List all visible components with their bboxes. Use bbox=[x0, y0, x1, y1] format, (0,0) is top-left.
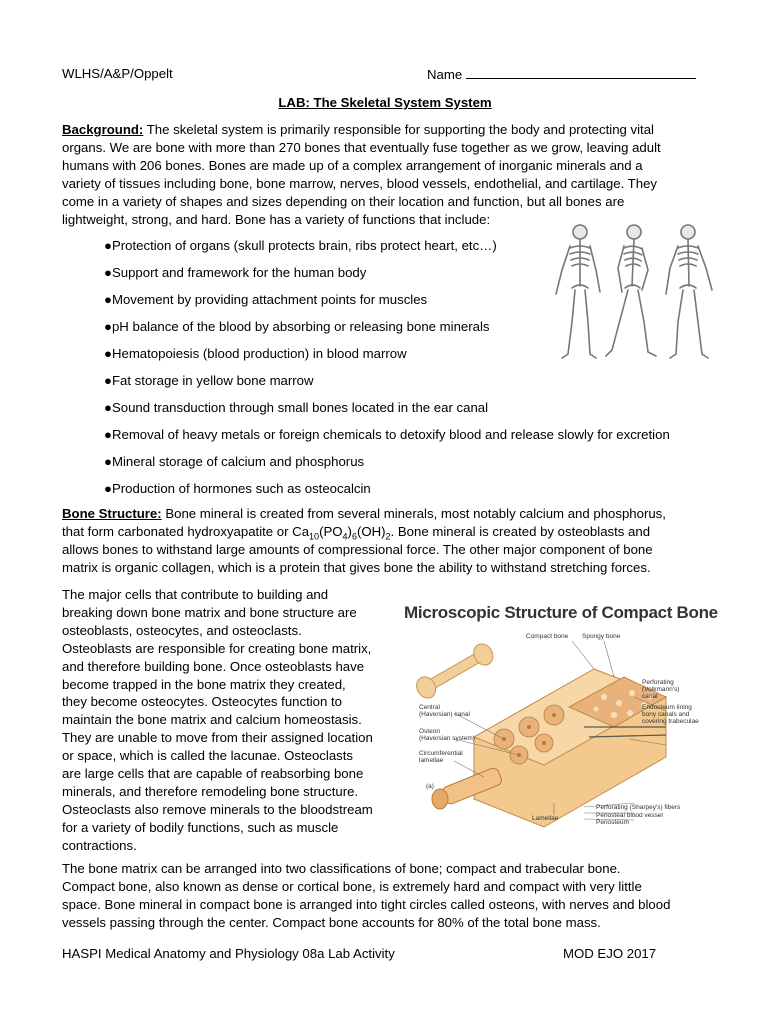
cells-line: maintain the bone matrix and calcium homeostasis. bbox=[62, 712, 362, 728]
function-item: ●Removal of heavy metals or foreign chemicals to detoxify blood and release slowly for excretion bbox=[104, 427, 670, 442]
matrix-paragraph bbox=[62, 860, 712, 932]
function-item: ●Support and framework for the human body bbox=[104, 265, 367, 280]
matrix-line: The bone matrix can be arranged into two classifications of bone; compact and trabecular bone. bbox=[62, 861, 621, 876]
cells-line: and therefore building bone. Once osteoblasts have bbox=[62, 658, 365, 674]
compact-bone-diagram-icon bbox=[404, 627, 724, 833]
background-line: organs. We are bone with more than 270 bones that eventually fuse together as we grow, leaving adult bbox=[62, 140, 661, 155]
label-spongy-bone: Spongy bone bbox=[582, 633, 621, 640]
name-label: Name bbox=[427, 67, 463, 82]
name-blank bbox=[466, 66, 696, 79]
cells-line: for a variety of bodily functions, such as muscle bbox=[62, 819, 339, 835]
formula-text: . Bone mineral is created by osteoblasts and bbox=[390, 524, 651, 539]
label-central-canal: Central bbox=[419, 704, 440, 711]
cells-line: contractions. bbox=[62, 837, 137, 853]
background-line: variety of tissues including bone, bone marrow, nerves, blood vessels, endothelial, and cartilage. They bbox=[62, 176, 658, 191]
label-endosteum: bony canals and bbox=[642, 711, 690, 718]
function-item: ●Production of hormones such as osteocalcin bbox=[104, 481, 371, 496]
formula-text: that form carbonated hydroxyapatite or Ca bbox=[62, 524, 310, 539]
function-item: ●Protection of organs (skull protects brain, ribs protect heart, etc…) bbox=[104, 238, 497, 253]
skeleton-illustration bbox=[548, 218, 720, 363]
function-item: ●Fat storage in yellow bone marrow bbox=[104, 373, 314, 388]
label-osteon: (Haversian system) bbox=[419, 735, 475, 742]
cells-line: osteoblasts, osteocytes, and osteoclasts. bbox=[62, 622, 302, 638]
label-lamellae: Lamellae bbox=[532, 815, 559, 822]
bone-structure-line: Bone mineral is created from several minerals, most notably calcium and phosphorus, bbox=[161, 506, 666, 521]
label-osteon: Osteon bbox=[419, 728, 440, 735]
matrix-line: vessels passing through the center. Compact bone accounts for 80% of the total bone mass. bbox=[62, 915, 601, 930]
name-field bbox=[427, 66, 696, 82]
label-perforating-canal: (Volkmann's) bbox=[642, 686, 680, 693]
label-periosteal-vessel: Periosteal blood vessel bbox=[596, 812, 663, 819]
bone-structure-paragraph bbox=[62, 505, 712, 577]
course-code: WLHS/A&P/Oppelt bbox=[62, 66, 173, 81]
cells-line: Osteoclasts also remove minerals to the bloodstream bbox=[62, 801, 373, 817]
label-compact-bone: Compact bone bbox=[526, 633, 569, 640]
cells-line: minerals, and therefore remodeling bone structure. bbox=[62, 783, 359, 799]
function-item: ●Sound transduction through small bones located in the ear canal bbox=[104, 400, 489, 415]
figure-title: Microscopic Structure of Compact Bone bbox=[404, 603, 718, 622]
cells-line: breaking down bone matrix and bone structure are bbox=[62, 604, 357, 620]
label-endosteum: Endosteum lining bbox=[642, 704, 692, 711]
footer-left: HASPI Medical Anatomy and Physiology 08a Lab Activity bbox=[62, 946, 395, 961]
cells-line: Osteoblasts are responsible for creating bone matrix, bbox=[62, 640, 372, 656]
background-line: The skeletal system is primarily responsible for supporting the body and protecting vital bbox=[143, 122, 654, 137]
subscript: 10 bbox=[309, 531, 320, 542]
label-circumferential: Circumferential bbox=[419, 750, 463, 757]
bone-structure-line: allows bones to withstand large amounts of compressional force. The other major component of bone bbox=[62, 542, 653, 557]
matrix-line: space. Bone mineral in compact bone is arranged into tight circles called osteons, with nerves and blood bbox=[62, 897, 671, 912]
formula-text: (OH) bbox=[356, 524, 386, 539]
cells-line: are large cells that are capable of reabsorbing bone bbox=[62, 766, 364, 782]
subscript: 4 bbox=[342, 531, 348, 542]
compact-bone-figure bbox=[404, 603, 724, 833]
skeleton-figures-icon bbox=[548, 218, 720, 363]
background-line: lightweight, strong, and hard. Bone has a variety of functions that include: bbox=[62, 212, 491, 227]
background-heading: Background: bbox=[62, 122, 144, 137]
label-sharpey-fibers: Perforating (Sharpey's) fibers bbox=[596, 804, 681, 811]
formula-line bbox=[62, 523, 712, 541]
label-periosteum: Periosteum bbox=[596, 819, 629, 826]
label-circumferential: lamellae bbox=[419, 757, 444, 764]
label-perforating-canal: canal bbox=[642, 693, 658, 700]
function-item: ●Hematopoiesis (blood production) in blood marrow bbox=[104, 346, 407, 361]
cells-line: They are unable to move from their assigned location bbox=[62, 730, 373, 746]
background-line: come in a variety of shapes and sizes depending on their location and function, but all bones are bbox=[62, 194, 625, 209]
formula-text: ) bbox=[347, 524, 352, 539]
cells-line: become trapped in the bone matrix they created, bbox=[62, 676, 346, 692]
label-central-canal: (Haversian) canal bbox=[419, 711, 470, 718]
label-part-a: (a) bbox=[426, 783, 434, 790]
cells-line: or space, which is called the lacunae. Osteoclasts bbox=[62, 748, 354, 764]
function-item: ●Mineral storage of calcium and phosphorus bbox=[104, 454, 365, 469]
page-title: LAB: The Skeletal System System bbox=[278, 95, 492, 110]
cells-line: The major cells that contribute to building and bbox=[62, 587, 329, 602]
function-item: ●pH balance of the blood by absorbing or releasing bone minerals bbox=[104, 319, 490, 334]
bone-structure-heading: Bone Structure: bbox=[62, 506, 162, 521]
background-line: humans with 206 bones. Bones are made up of a complex arrangement of inorganic minerals and a bbox=[62, 158, 643, 173]
label-endosteum: covering trabeculae bbox=[642, 718, 699, 725]
formula-text: (PO bbox=[319, 524, 343, 539]
background-paragraph bbox=[62, 121, 712, 229]
subscript: 2 bbox=[385, 531, 391, 542]
matrix-line: Compact bone, also known as dense or cortical bone, is extremely hard and compact with very little bbox=[62, 879, 642, 894]
bone-structure-line: matrix is organic collagen, which is a protein that gives bone the ability to withstand stretching forces. bbox=[62, 560, 651, 575]
subscript: 6 bbox=[351, 531, 357, 542]
footer-right: MOD EJO 2017 bbox=[563, 946, 657, 961]
cells-line: they become osteocytes. Osteocytes function to bbox=[62, 694, 343, 710]
cells-paragraph bbox=[62, 586, 402, 855]
label-perforating-canal: Perforating bbox=[642, 679, 674, 686]
function-item: ●Movement by providing attachment points for muscles bbox=[104, 292, 428, 307]
